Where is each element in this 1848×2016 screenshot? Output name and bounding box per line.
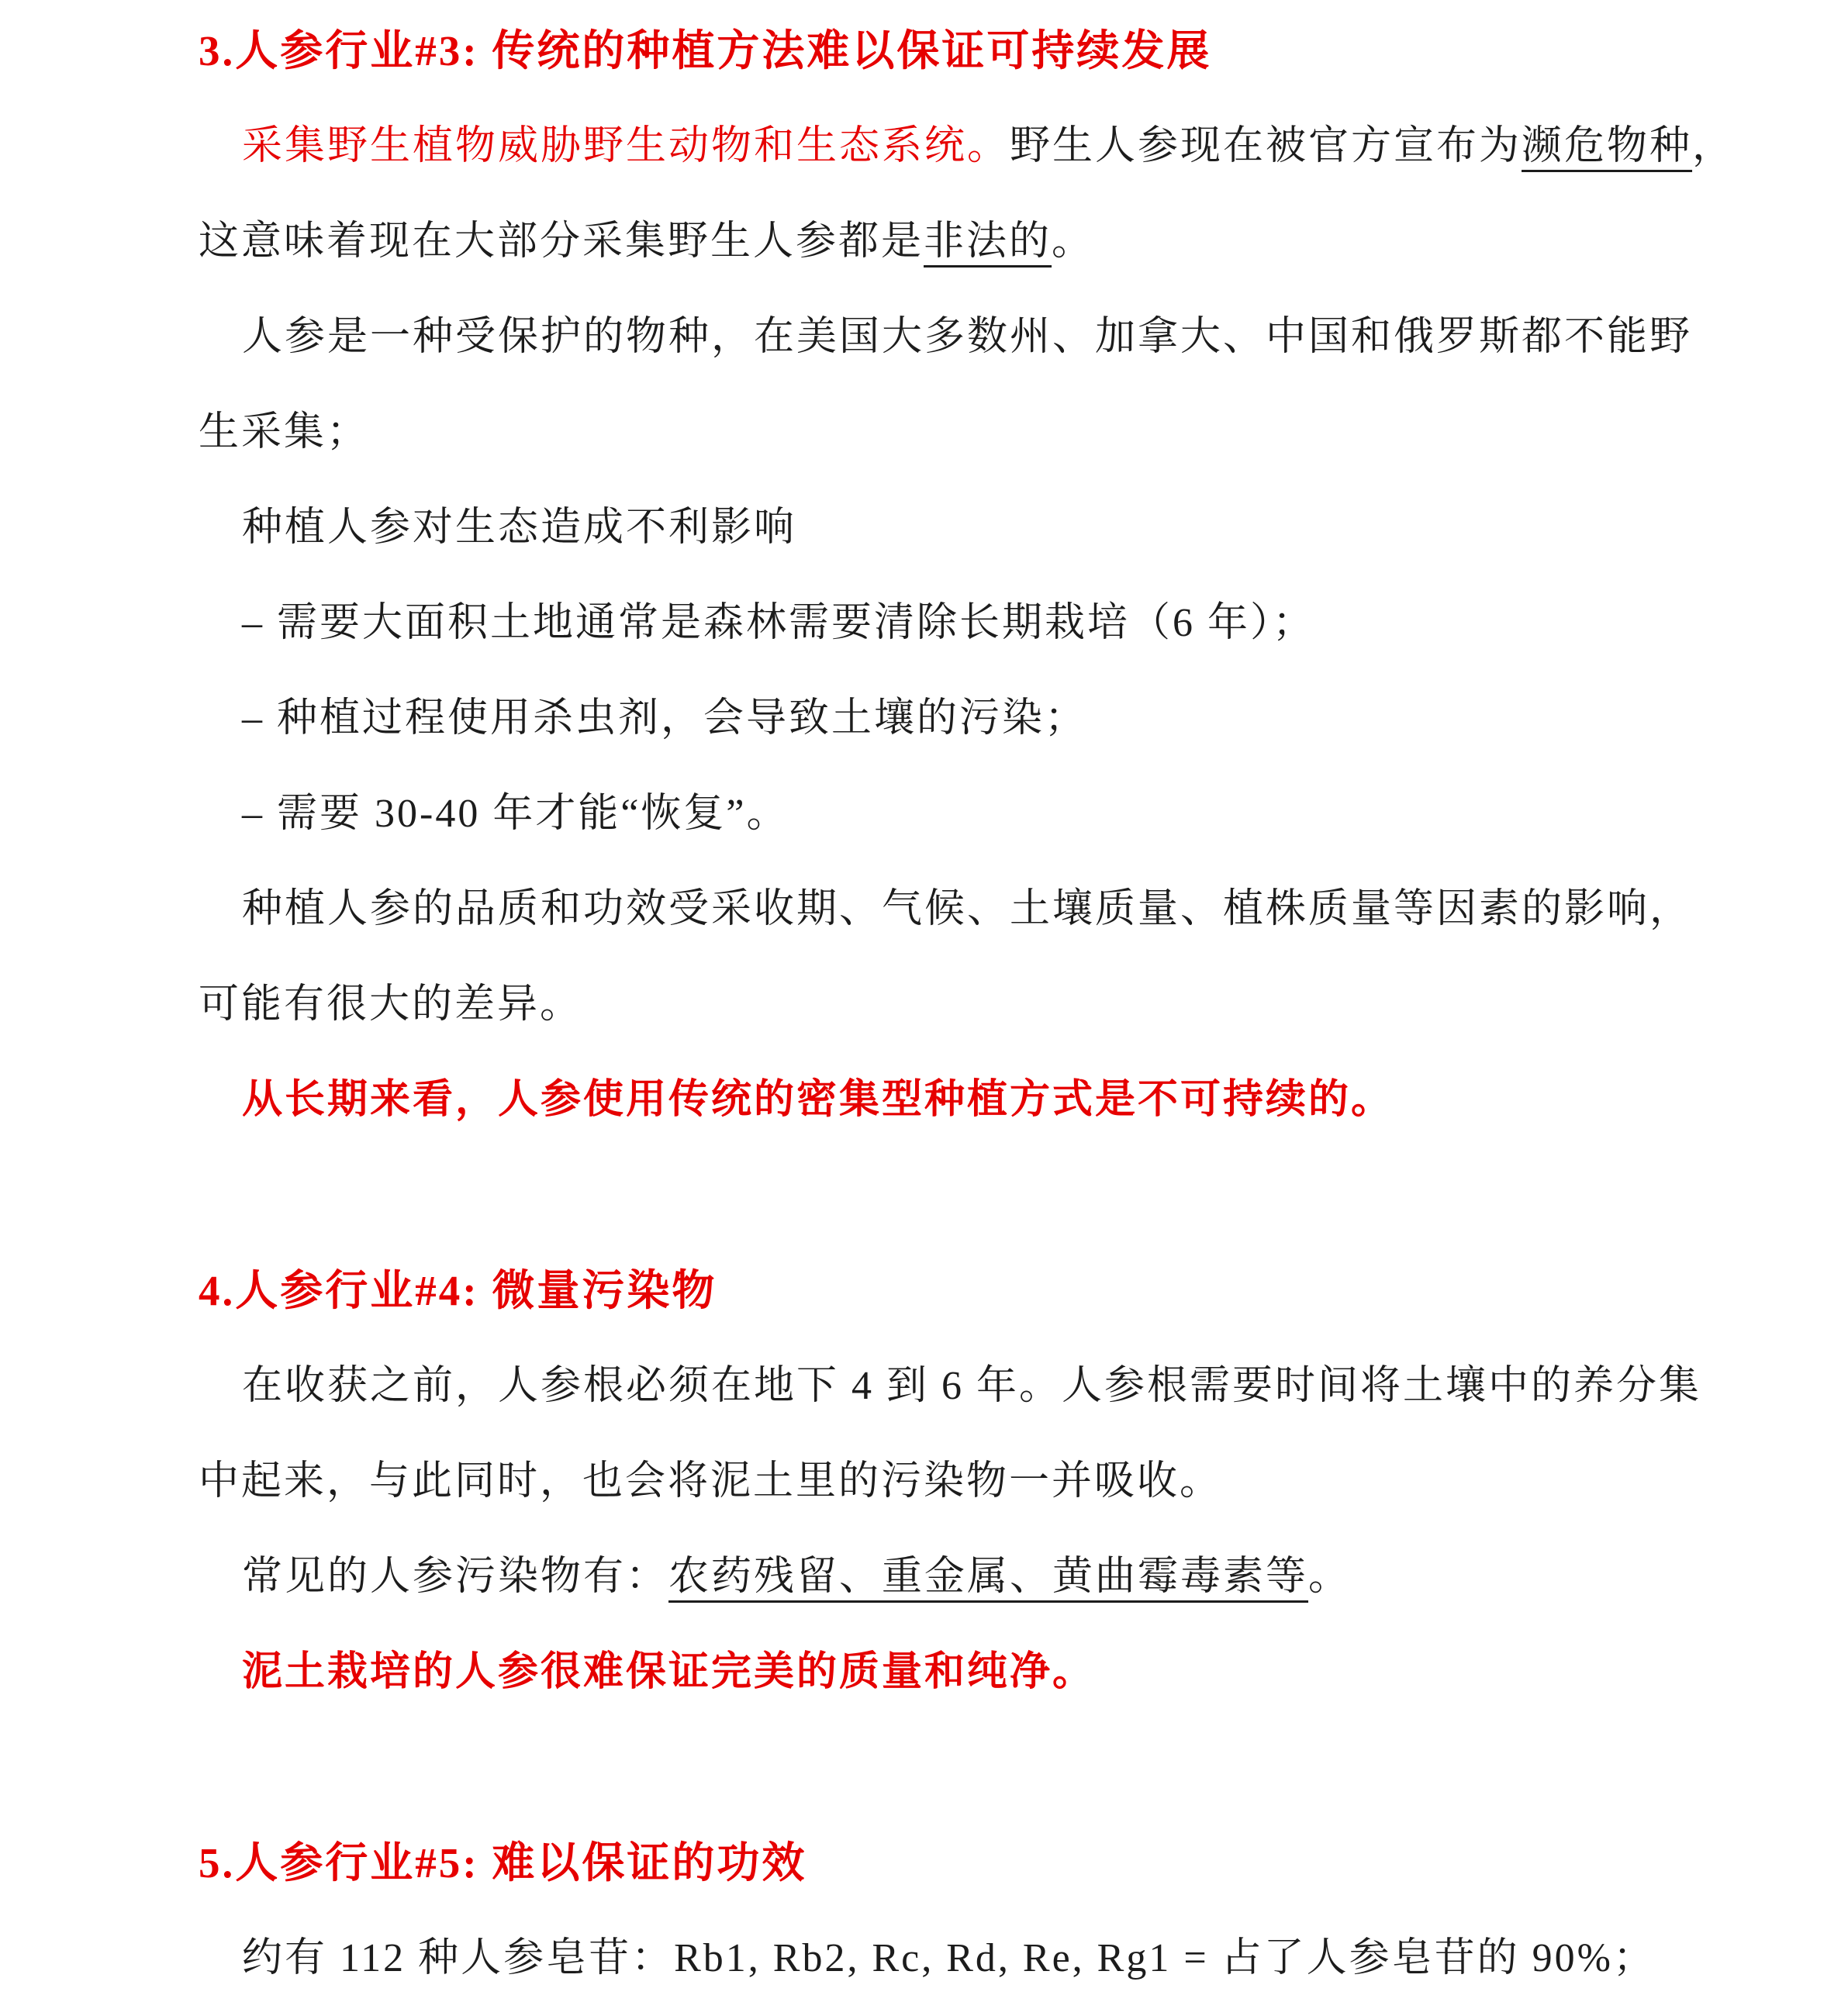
spacer bbox=[199, 1148, 1693, 1243]
text-segment: 野生人参现在被官方宣布为 bbox=[1010, 124, 1522, 168]
text-segment: 这意味着现在大部分采集野生人参都是 bbox=[199, 219, 924, 264]
text-segment: 种植人参对生态造成不利影响 bbox=[242, 506, 797, 550]
text-segment: 在收获之前，人参根必须在地下 4 到 6 年。人参根需要时间将土壤中的养分集 bbox=[242, 1364, 1702, 1408]
para-protected-species-line-2 bbox=[199, 385, 1693, 480]
text-segment: – 需要大面积土地通常是森林需要清除长期栽培（6 年）； bbox=[242, 601, 1316, 645]
text-segment: 。 bbox=[1308, 1555, 1352, 1599]
para-protected-species-line-1 bbox=[199, 289, 1693, 385]
text-segment: 从长期来看，人参使用传统的密集型种植方式是不可持续的。 bbox=[242, 1078, 1394, 1122]
emphasis-purity bbox=[199, 1624, 1693, 1720]
para-contaminants-line-1 bbox=[199, 1338, 1702, 1434]
bullet-land bbox=[199, 575, 1693, 671]
text-segment: 。 bbox=[1052, 219, 1095, 264]
para-contaminants-line-2 bbox=[199, 1434, 1693, 1529]
section-5-heading bbox=[199, 1815, 1693, 1911]
emphasis-unsustainable bbox=[199, 1052, 1693, 1148]
bullet-pesticide bbox=[199, 671, 1693, 766]
para-ginsenosides bbox=[199, 1911, 1693, 2006]
text-segment: 可能有很大的差异。 bbox=[199, 982, 583, 1027]
text-segment: 生采集； bbox=[199, 410, 370, 454]
text-segment: 人参是一种受保护的物种，在美国大多数州、加拿大、中国和俄罗斯都不能野 bbox=[242, 315, 1693, 359]
spacer bbox=[199, 1720, 1693, 1815]
para-quality-factors-line-1 bbox=[199, 861, 1693, 957]
para-wild-collection-line-2 bbox=[199, 194, 1693, 289]
text-segment: 3.人参行业#3: 传统的种植方法难以保证可持续发展 bbox=[199, 27, 1212, 74]
underlined-text: 濒危物种 bbox=[1522, 124, 1693, 168]
text-segment: ， bbox=[1692, 124, 1736, 168]
underlined-text: 农药残留、重金属、黄曲霉毒素等 bbox=[668, 1555, 1309, 1599]
para-common-contaminants bbox=[199, 1529, 1693, 1624]
para-quality-factors-line-2 bbox=[199, 957, 1693, 1052]
text-segment: 泥土栽培的人参很难保证完美的质量和纯净。 bbox=[242, 1650, 1096, 1694]
text-segment: 采集野生植物威胁野生动物和生态系统。 bbox=[242, 124, 1010, 168]
text-segment: 4.人参行业#4: 微量污染物 bbox=[199, 1267, 717, 1314]
text-segment: – 种植过程使用杀虫剂，会导致土壤的污染； bbox=[242, 696, 1088, 740]
text-segment: 中起来，与此同时，也会将泥土里的污染物一并吸收。 bbox=[199, 1459, 1223, 1503]
text-segment: 常见的人参污染物有： bbox=[242, 1555, 669, 1599]
section-4-heading bbox=[199, 1243, 1693, 1338]
text-segment: 种植人参的品质和功效受采收期、气候、土壤质量、植株质量等因素的影响， bbox=[242, 887, 1693, 931]
text-segment: 约有 112 种人参皂苷：Rb1, Rb2, Rc, Rd, Re, Rg1 = 占了人参皂苷的 90%； bbox=[242, 1936, 1656, 1980]
bullet-recovery bbox=[199, 766, 1693, 861]
text-segment: 5.人参行业#5: 难以保证的功效 bbox=[199, 1839, 807, 1887]
text-segment: – 需要 30-40 年才能“恢复”。 bbox=[242, 792, 789, 836]
para-eco-impact bbox=[199, 480, 1693, 575]
section-3-heading bbox=[199, 3, 1693, 98]
underlined-text: 非法的 bbox=[924, 219, 1052, 264]
para-wild-collection-line-1 bbox=[199, 98, 1736, 194]
